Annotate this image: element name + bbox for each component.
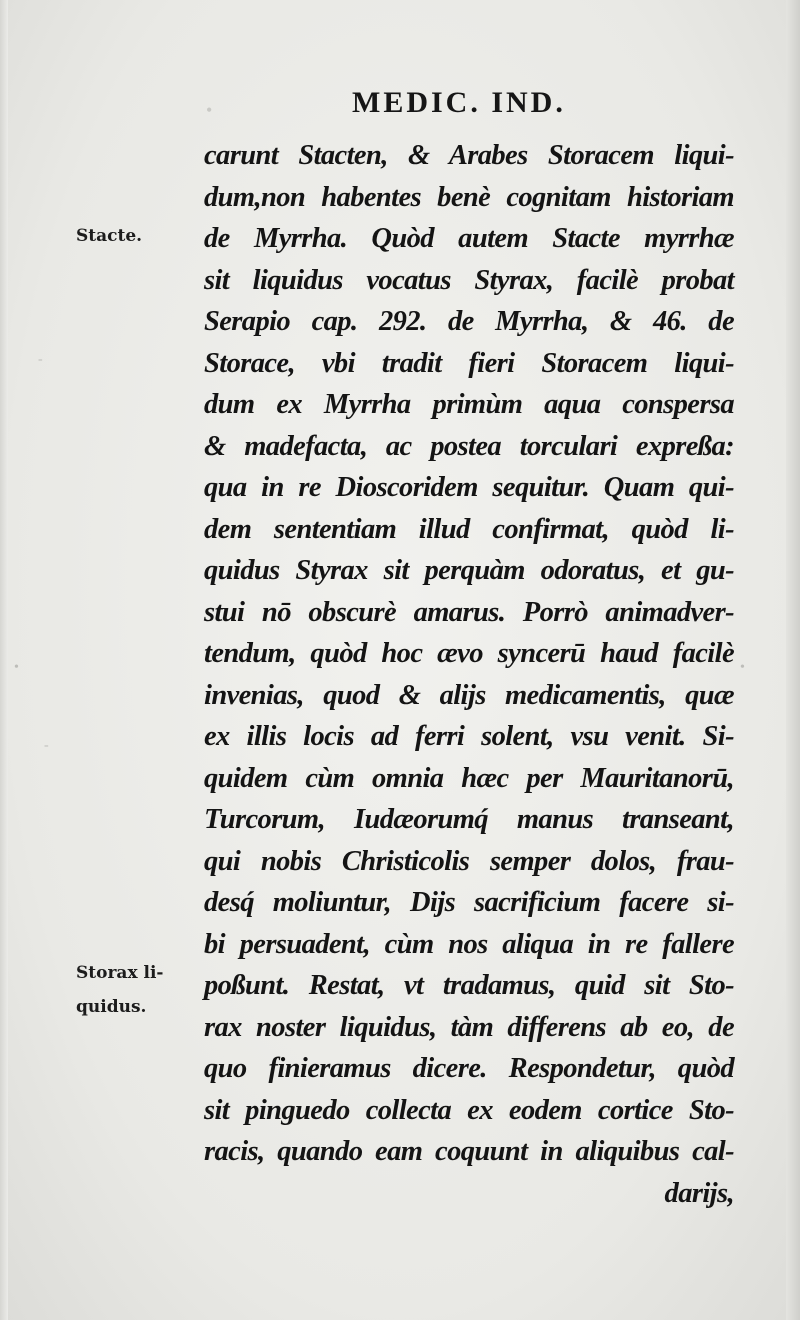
text-line: desq́ moliuntur, Dijs sacrificium facere si-: [204, 887, 734, 918]
text-line: quo finieramus dicere. Respondetur, quòd: [204, 1053, 734, 1084]
ink-speck: •: [740, 660, 745, 675]
text-line: stui nō obscurè amarus. Porrò animadver-: [204, 596, 734, 628]
ink-speck: •: [14, 660, 19, 675]
margin-note-storax-line1: Storax li-: [76, 963, 164, 983]
text-line: sit pinguedo collecta ex eodem cortice Sto-: [204, 1094, 734, 1126]
page-left-edge: [0, 0, 8, 1320]
text-line: qua in re Dioscoridem sequitur. Quam qui-: [204, 472, 734, 503]
text-line: sit liquidus vocatus Styrax, facilè probat: [204, 264, 734, 296]
text-line: racis, quando eam coquunt in aliquibus cal-: [204, 1136, 734, 1167]
text-line: Turcorum, Iudæorumq́ manus transeant,: [204, 804, 734, 835]
faint-mark: •: [206, 100, 213, 120]
text-line: bi persuadent, cùm nos aliqua in re fallere: [204, 928, 734, 960]
text-line: dem sententiam illud confirmat, quòd li-: [204, 513, 734, 545]
text-line: rax noster liquidus, tàm differens ab eo, de: [204, 1011, 734, 1043]
running-header: MEDIC. IND.: [352, 86, 566, 119]
ink-speck: -: [44, 738, 49, 753]
text-line: & madefacta, ac postea torculari expreßa:: [204, 430, 734, 462]
text-line: qui nobis Christicolis semper dolos, frau-: [204, 845, 734, 877]
text-line: ex illis locis ad ferri solent, vsu venit. Si-: [204, 721, 734, 752]
text-line: carunt Stacten, & Arabes Storacem liqui-: [204, 140, 734, 171]
catchword: darijs,: [664, 1177, 734, 1209]
margin-note-stacte-text: Stacte.: [76, 226, 143, 246]
text-line: Storace, vbi tradit fieri Storacem liqui-: [204, 347, 734, 379]
text-line: quidus Styrax sit perquàm odoratus, et gu-: [204, 555, 734, 586]
ink-speck: -: [38, 352, 43, 367]
text-line: Serapio cap. 292. de Myrrha, & 46. de: [204, 306, 734, 337]
margin-note-storax-line2: quidus.: [76, 997, 147, 1017]
text-line: quidem cùm omnia hæc per Mauritanorū,: [204, 762, 734, 794]
text-line: invenias, quod & alijs medicamentis, quæ: [204, 679, 734, 711]
margin-note-storax: [76, 956, 163, 1024]
margin-note-stacte: [76, 219, 142, 253]
text-line: de Myrrha. Quòd autem Stacte myrrhæ: [204, 223, 734, 254]
text-line: dum ex Myrrha primùm aqua conspersa: [204, 389, 734, 420]
page-right-edge: [786, 0, 800, 1320]
text-line: dum,non habentes benè cognitam historiam: [204, 181, 734, 213]
main-text-block: [204, 135, 734, 1214]
text-line: tendum, quòd hoc ævo syncerū haud facilè: [204, 638, 734, 669]
text-line: poßunt. Restat, vt tradamus, quid sit Sto-: [204, 970, 734, 1001]
